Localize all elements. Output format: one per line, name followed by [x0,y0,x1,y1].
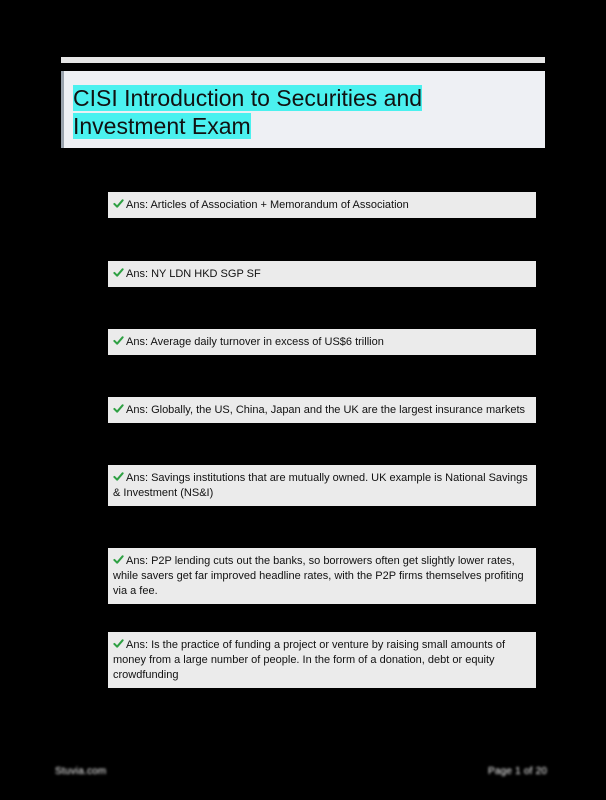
answer-text: Ans: Savings institutions that are mutually owned. UK example is National Savings & Investment (NS&I) [113,472,528,499]
document-title: CISI Introduction to Securities and Investment Exam [73,85,423,139]
answer-block [108,329,536,355]
answer-text: Ans: Articles of Association + Memorandum of Association [126,199,409,211]
title-box [61,71,545,148]
check-icon [113,638,124,649]
check-icon [113,403,124,414]
check-icon [113,198,124,209]
answer-text: Ans: Globally, the US, China, Japan and the UK are the largest insurance markets [126,404,526,416]
top-divider [61,57,545,63]
footer-source: Stuvia.com [55,766,107,777]
answer-text: Ans: Is the practice of funding a project or venture by raising small amounts of money from a large number of people. In the form of a donation, debt or equity crowdfunding [113,639,506,681]
answer-block [108,261,536,287]
answer-block [108,465,536,506]
answer-text: Ans: NY LDN HKD SGP SF [126,268,261,280]
answer-block [108,192,536,218]
footer-page-number: Page 1 of 20 [488,766,548,777]
answer-block [108,548,536,604]
answer-block [108,632,536,688]
answer-text: Ans: P2P lending cuts out the banks, so borrowers often get slightly lower rates, while savers get far improved headline rates, with the P2P firms themselves profiting via a fee. [113,555,524,597]
answer-text: Ans: Average daily turnover in excess of US$6 trillion [126,336,384,348]
check-icon [113,554,124,565]
check-icon [113,267,124,278]
answer-block [108,397,536,423]
check-icon [113,471,124,482]
check-icon [113,335,124,346]
